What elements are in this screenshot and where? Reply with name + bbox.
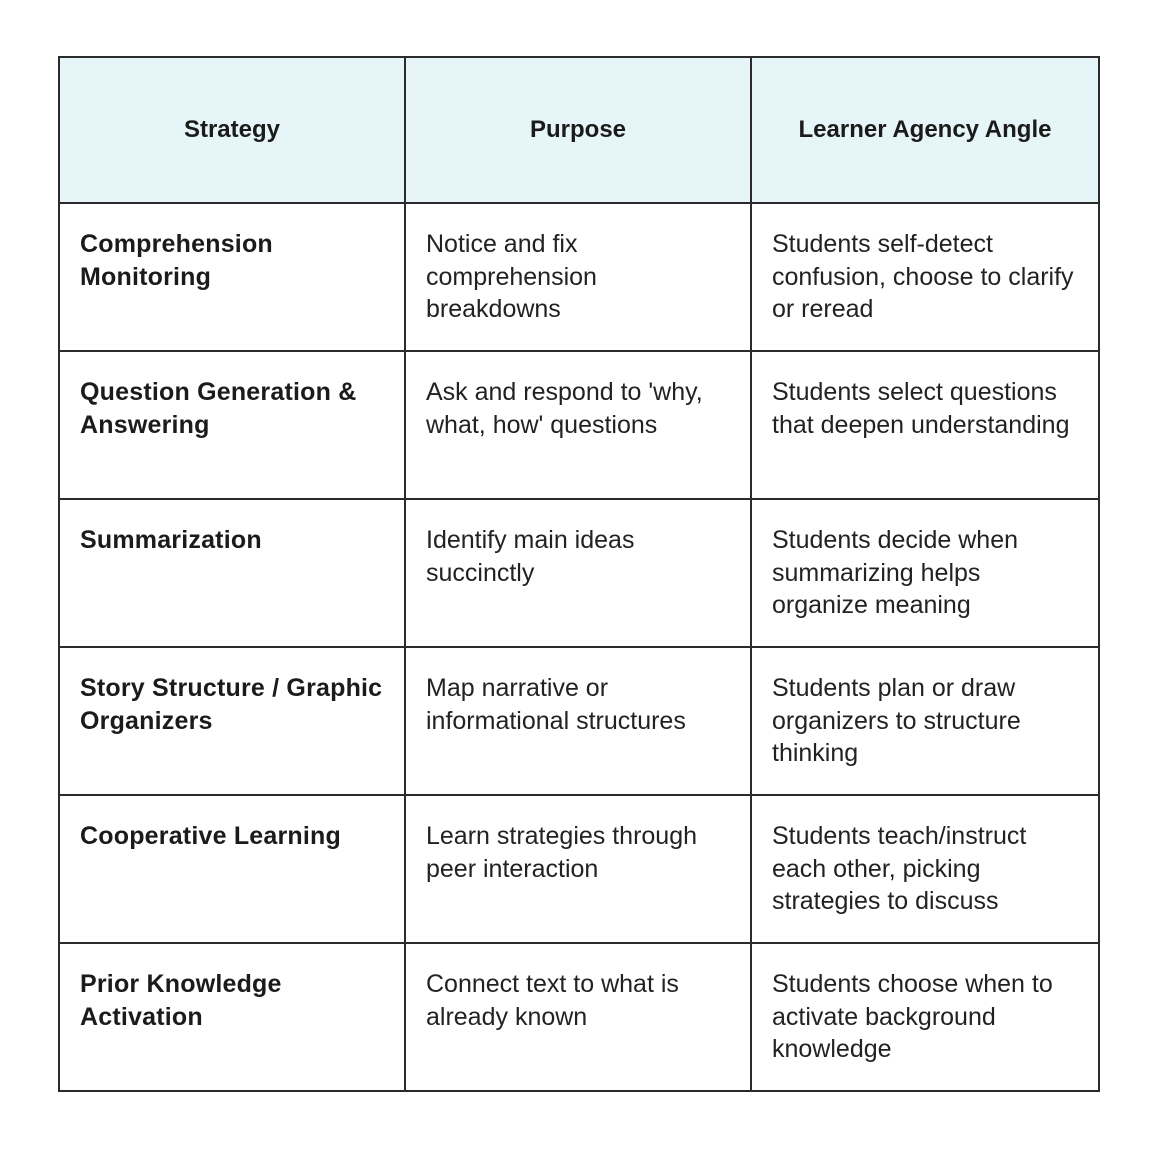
- strategy-table: [58, 56, 1100, 1092]
- strategy-table-container: [58, 56, 1098, 1092]
- table-row: [59, 203, 1099, 351]
- strategy-cell: Summarization: [59, 499, 405, 647]
- header-row: [59, 57, 1099, 203]
- purpose-cell: Learn strategies through peer interaction: [405, 795, 751, 943]
- purpose-cell: Map narrative or informational structures: [405, 647, 751, 795]
- table-row: [59, 943, 1099, 1091]
- strategy-cell: Comprehension Monitoring: [59, 203, 405, 351]
- table-row: [59, 499, 1099, 647]
- purpose-cell: Notice and fix comprehension breakdowns: [405, 203, 751, 351]
- agency-cell: Students select questions that deepen understanding: [751, 351, 1099, 499]
- agency-cell: Students plan or draw organizers to structure thinking: [751, 647, 1099, 795]
- table-body: [59, 203, 1099, 1091]
- table-row: [59, 795, 1099, 943]
- strategy-cell: Question Generation & Answering: [59, 351, 405, 499]
- agency-cell: Students decide when summarizing helps organize meaning: [751, 499, 1099, 647]
- strategy-cell: Cooperative Learning: [59, 795, 405, 943]
- header-strategy: Strategy: [59, 57, 405, 203]
- agency-cell: Students teach/instruct each other, picking strategies to discuss: [751, 795, 1099, 943]
- agency-cell: Students choose when to activate background knowledge: [751, 943, 1099, 1091]
- purpose-cell: Identify main ideas succinctly: [405, 499, 751, 647]
- agency-cell: Students self-detect confusion, choose to clarify or reread: [751, 203, 1099, 351]
- strategy-cell: Prior Knowledge Activation: [59, 943, 405, 1091]
- purpose-cell: Connect text to what is already known: [405, 943, 751, 1091]
- table-header: [59, 57, 1099, 203]
- table-row: [59, 351, 1099, 499]
- strategy-cell: Story Structure / Graphic Organizers: [59, 647, 405, 795]
- header-purpose: Purpose: [405, 57, 751, 203]
- header-learner-agency-angle: Learner Agency Angle: [751, 57, 1099, 203]
- purpose-cell: Ask and respond to 'why, what, how' questions: [405, 351, 751, 499]
- table-row: [59, 647, 1099, 795]
